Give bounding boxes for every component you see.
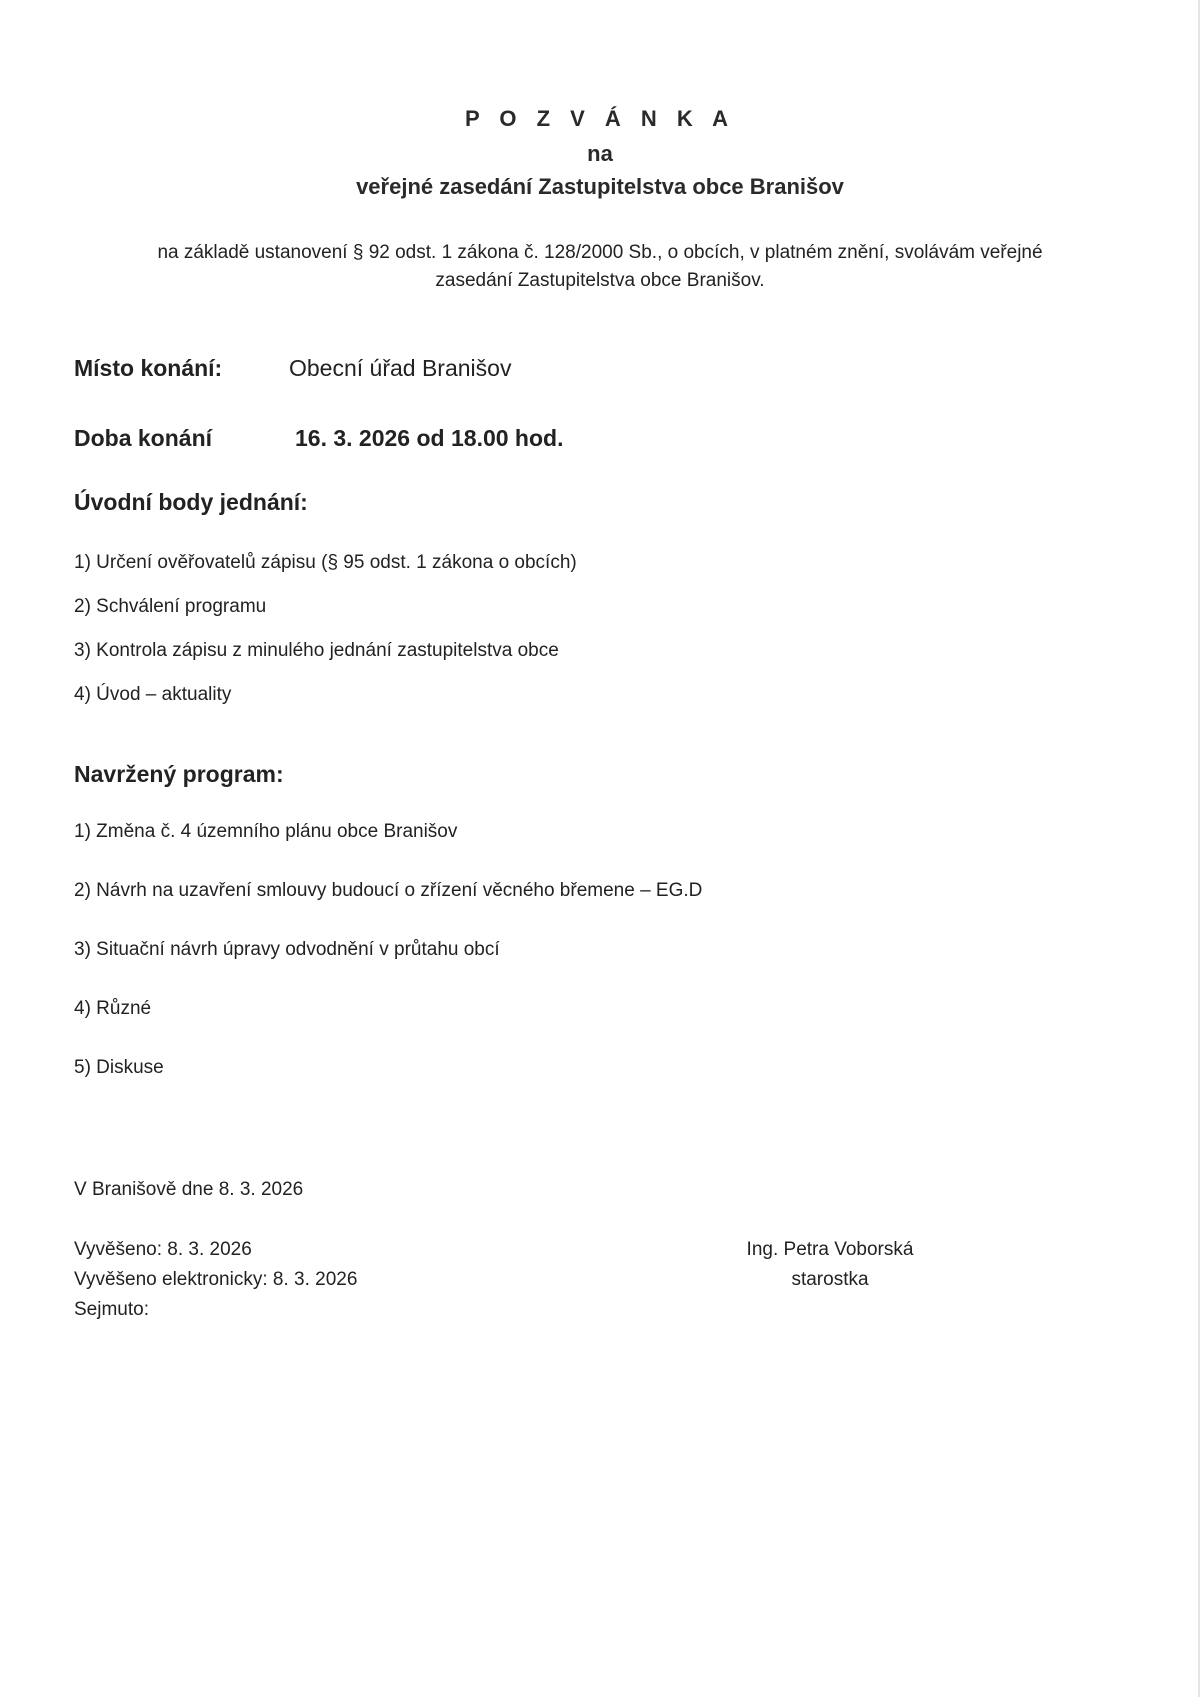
program-item: 1) Změna č. 4 územního plánu obce Branišov [74,821,458,842]
time-value: 16. 3. 2026 od 18.00 hod. [295,425,564,451]
signatory-name: Ing. Petra Voborská [746,1239,914,1260]
proposed-program-heading: Navržený program: [74,761,284,787]
opening-item: 2) Schválení programu [74,596,267,617]
opening-item: 3) Kontrola zápisu z minulého jednání zastupitelstva obce [74,640,559,661]
program-item: 2) Návrh na uzavření smlouvy budoucí o zřízení věcného břemene – EG.D [74,880,703,901]
opening-points-heading: Úvodní body jednání: [74,489,308,515]
removed-date: Sejmuto: [74,1299,149,1320]
opening-item: 4) Úvod – aktuality [74,684,232,705]
signatory-role: starostka [791,1269,869,1290]
signature-block [710,1235,950,1295]
intro-line-1: na základě ustanovení § 92 odst. 1 zákona č. 128/2000 Sb., o obcích, v platném znění, svolávám veřejné [157,242,1043,263]
place-value: Obecní úřad Branišov [289,355,512,381]
time-label: Doba konání [74,425,213,451]
place-label: Místo konání: [74,355,223,381]
intro-paragraph [0,239,1200,295]
opening-item: 1) Určení ověřovatelů zápisu (§ 95 odst. 1 zákona o obcích) [74,552,577,573]
document-title: P O Z V Á N K A [464,106,736,131]
program-item: 5) Diskuse [74,1057,164,1078]
place-and-date: V Branišově dne 8. 3. 2026 [74,1179,304,1200]
program-item: 4) Různé [74,998,152,1019]
posted-date: Vyvěšeno: 8. 3. 2026 [74,1239,252,1260]
posted-electronic-date: Vyvěšeno elektronicky: 8. 3. 2026 [74,1269,358,1290]
posting-info [74,1235,357,1325]
document-subtitle: veřejné zasedání Zastupitelstva obce Branišov [356,174,844,199]
program-item: 3) Situační návrh úpravy odvodnění v průtahu obcí [74,939,500,960]
intro-line-2: zasedání Zastupitelstva obce Branišov. [435,270,765,291]
title-connector: na [587,141,613,166]
